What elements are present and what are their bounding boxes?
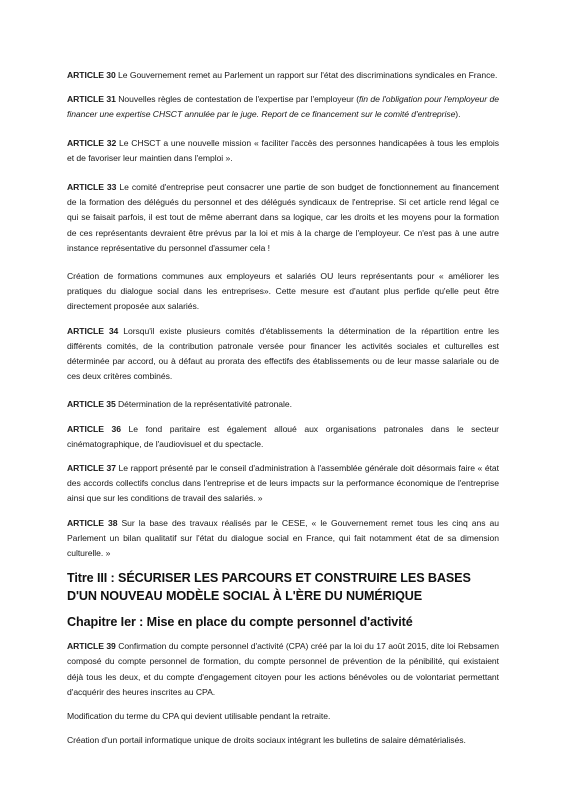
article-31 [67, 92, 499, 122]
article-label: ARTICLE 31 [67, 94, 116, 105]
article-33 [67, 180, 499, 256]
article-label: ARTICLE 30 [67, 70, 116, 80]
article-label: ARTICLE 34 [67, 325, 119, 336]
paragraph-modification-cpa: Modification du terme du CPA qui devient utilisable pendant la retraite. [67, 711, 331, 722]
article-text: Le rapport présenté par le conseil d'administration à l'assemblée générale doit désormais faire « état des accords collectifs conclus dans l'entreprise et de leurs impacts sur la performance économique de l'entreprise ainsi que sur les conditions de travail des salariés. » [67, 463, 499, 504]
chapitre-1-heading: Chapitre Ier : Mise en place du compte personnel d'activité [67, 615, 413, 630]
article-text: Nouvelles règles de contestation de l'expertise par l'employeur ( [115, 94, 360, 105]
article-text: Sur la base des travaux réalisés par le CESE, « le Gouvernement remet tous les cinq ans au Parlement un bilan qualitatif sur l'état du dialogue social en France, qui fait notamment état de sa dimension culturelle. » [67, 517, 499, 559]
article-39 [67, 639, 499, 700]
document-body [67, 68, 499, 749]
article-italic-text: fin de l'obligation pour l'employeur de financer une expertise CHSCT annulée par le juge. Report de ce financement sur le comité d'entreprise [67, 94, 500, 120]
article-text: Détermination de la représentativité patronale. [115, 399, 292, 410]
article-38 [67, 516, 499, 562]
article-text: Le comité d'entreprise peut consacrer une partie de son budget de fonctionnement au financement de la formation des délégués du personnel et des délégués syndicaux de l'entreprise. Si cet article rend légal ce qui se faisait parfois, il est tout de même aberrant dans sa logique, car les droits et les moyens pour la formation de ces représentants devraient être prévus par la loi et mis à la charge de l'employeur. Ce n'est pas à une autre instance représentative du personnel d'assumer cela ! [67, 182, 499, 253]
article-text-tail: ). [455, 109, 461, 120]
article-34 [67, 324, 499, 385]
article-text: Le Gouvernement remet au Parlement un rapport sur l'état des discriminations syndicales en France. [115, 70, 498, 80]
article-text: Le fond paritaire est également alloué aux organisations patronales dans le secteur cinématographique, de l'audiovisuel et du spectacle. [67, 423, 499, 449]
article-36 [67, 422, 499, 452]
article-30 [67, 68, 499, 83]
article-text: Lorsqu'il existe plusieurs comités d'établissements la détermination de la répartition entre les différents comités, de la contribution patronale versée pour financer les activités sociales et culturelles est déterminée par accord, ou à défaut au prorata des effectifs des établissements ou de leur masse salariale ou de ces deux critères combinés. [67, 325, 500, 382]
titre-3-heading: Titre III : SÉCURISER LES PARCOURS ET CONSTRUIRE LES BASES D'UN NOUVEAU MODÈLE SOCIAL À L'ÈRE DU NUMÉRIQUE [67, 571, 471, 603]
article-label: ARTICLE 33 [67, 182, 117, 193]
article-32 [67, 136, 499, 166]
article-text: Le CHSCT a une nouvelle mission « faciliter l'accès des personnes handicapées à tous les emplois et de favoriser leur maintien dans l'emploi ». [67, 137, 500, 163]
article-text: Confirmation du compte personnel d'activité (CPA) créé par la loi du 17 août 2015, dite loi Rebsamen composé du compte personnel de formation, du compte personnel de prévention de la pénibilité, qui existaient déjà tous les deux, et du compte d'engagement citoyen pour les actions bénévoles ou de volontariat permettant d'acquérir des heures inscrites au CPA. [67, 641, 500, 697]
article-label: ARTICLE 38 [67, 517, 118, 528]
article-35 [67, 397, 499, 412]
article-label: ARTICLE 37 [67, 463, 116, 474]
article-label: ARTICLE 35 [67, 399, 116, 410]
article-label: ARTICLE 36 [67, 423, 121, 434]
article-label: ARTICLE 32 [67, 137, 117, 148]
article-37 [67, 461, 499, 507]
paragraph-creation-formations: Création de formations communes aux employeurs et salariés OU leurs représentants pour « améliorer les pratiques du dialogue social dans les entreprises». Cette mesure est d'autant plus perfide qu'elle peut être directement proposée aux salariés. [67, 271, 499, 312]
article-label: ARTICLE 39 [67, 641, 116, 652]
paragraph-creation-portail: Création d'un portail informatique unique de droits sociaux intégrant les bulletins de salaire dématérialisés. [67, 735, 466, 746]
